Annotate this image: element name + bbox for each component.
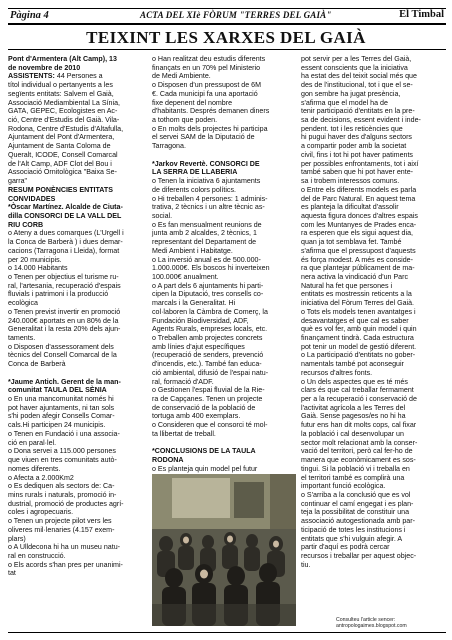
text-line: *CONCLUSIONS DE LA TAULA [152,447,256,456]
line-bold-lead: ASSISTENTS: [8,72,55,81]
text-line: Agents Rurals, empreses locals, etc. [152,325,268,334]
text-line: de diferents colors polítics. [152,185,236,194]
text-line: s'hi poden afegir Consells Comar- [8,412,115,421]
photo-caption [336,617,407,630]
text-line: col·laboren la Càmbra de Comerç, la [152,307,268,316]
text-line: o A part dels 6 ajuntaments hi parti- [152,281,264,290]
text-line: hi pugui haver des d'alguns sectors [301,133,412,142]
text-line: entitats es mostressin reticents a la [301,290,412,299]
text-line: desavantatges el que cal es saber [301,316,409,325]
text-line: a compartir poder amb la societat [301,142,407,151]
text-line: ecològica [8,299,38,308]
text-line: o Hi treballen 4 persones: 1 adminis- [152,194,268,203]
text-line: ció ambiental, difusió de l'espai natu- [152,368,269,377]
text-line: coles i agropecuaris. [8,508,74,517]
text-line: ha estat des del teixit social més que [301,72,417,81]
text-line: pot tenir un model de gestió diferent. [301,342,417,351]
text-line: 100.000€ anualment. [152,272,219,281]
text-line: o Disposen d'un pressupost de 6M [152,81,262,90]
brand-name: El Timbal [399,9,444,20]
text-line: o 14.000 Habitants [8,264,68,273]
text-line: comunitat TAULA DEL SÈNIA [8,386,107,395]
text-line: ticipació de totes les institucions i [301,525,406,534]
text-line: o Disposen d'assessorament dels [8,342,114,351]
text-line: cipen la Diputació, tres consells co- [152,290,264,299]
text-line: RESUM PONÈNCIES ENTITATS [8,185,113,194]
text-line: 240.000€ aportats en un 80% de la [8,316,119,325]
text-line: amb línies d'ajut específiques [152,342,245,351]
text-line: entitats que s'hi vulguin afegir. A [301,534,403,543]
text-line: civil, fins i tot hi pot haver patiments [301,150,413,159]
text-line: mins rurals i naturals, promoció in- [8,490,117,499]
text-line: pendent. tot i les reticències que [301,124,403,133]
text-line: a tothom que poden. [152,116,218,125]
caption-line-2: antropologaimes.blogspot.com [336,623,407,630]
text-line: cacions (Tarragona i Lleida), format [8,246,120,255]
text-line: és força modest. A més es conside- [301,255,413,264]
text-line: oliveres mil·lenaries (4.157 exem- [8,525,115,534]
meeting-photo-image [152,474,296,626]
text-line [152,151,294,160]
text-line: LA SERRA DE LLABERIA [152,168,238,177]
text-line: Pont d'Armentera (Alt Camp), 13 [8,55,117,63]
text-line: o La participació d'entitats no gober- [301,351,416,360]
text-line: del de Parc Natural. En aquest tema [301,194,416,203]
text-line: o Tenen en Fundació i una associa- [8,429,120,438]
text-line: o La inversió anual es de 500.000- [152,255,261,264]
text-line: futur ens han dit molts cops, cal fixar [301,421,417,430]
text-line: vació del territori, però cal fer-ho de [301,447,413,456]
text-line: nera activa la vindicació d'un Parc [301,272,409,281]
text-line: cals.Hi participen 24 municipis. [8,421,106,430]
text-line: o Treballen amb projectes concrets [152,334,263,342]
text-line: o Consideren que el consorci té mol- [152,421,268,430]
text-line: 1.000.000€. Els boscos hi inverteixen [152,264,270,273]
text-line: o Dona servei a 115.000 persones [8,447,116,456]
text-line: Generalitat i la resta 20% dels ajun- [8,325,121,334]
text-line: fixe depenent del nombre [152,98,233,107]
text-line: tiu. [301,560,311,569]
text-line: o S'arriba a la conclusió que es vol [301,490,411,499]
text-line: Associació Mediambiental La Sínia, [8,98,120,107]
text-line: Fundación Biodiversidad, ADF, [152,316,249,325]
text-line: ral, l'artesania, recuperació d'espais [8,281,121,290]
text-line: sector molt relacionat amb la conser- [301,438,418,447]
text-line: namentals també pot aconseguir [301,360,404,369]
text-line: quan ja tot semblava fet. També [301,238,402,247]
text-line: ció, Centre d'Estudis del Gaià. Vila- [8,116,120,125]
caption-line-1: Consulteu l'article sencer: [336,617,396,623]
text-line: marcals i la Generalitat. Hi [152,299,236,308]
text-line: ra esperen que els sigui aquest dia, [301,229,413,238]
text-line: partir d'aquí es podrà cercar [301,543,390,552]
text-line: títol individual o pertanyents a les [8,81,113,90]
text-line: ral, formació d'ADF. [152,377,214,386]
text-line: Medi Ambient i Habitatge. [152,246,233,255]
text-line: associació autogestionada amb par- [301,517,415,526]
text-line: pot servir per a les Terres del Gaià, [301,55,412,63]
text-line: o En molts dels projectes hi participa [152,124,268,133]
text-line: ra que plantejar públicament de ma- [301,264,415,273]
text-line: GATA, GEPEC, Ecologistes en Ac- [8,107,118,116]
text-line: Gaià. Sense pagesos/es no hi ha [301,412,406,421]
text-line: s'afirma que el pressupost d'aquests [301,246,416,255]
text-line: o Tenen un projecte pilot vers les [8,517,112,526]
text-line: ta llibertat de treball. [152,429,216,438]
text-line: ral en construcció. [8,551,66,560]
text-line: Tarragona. [152,142,186,151]
article-title: TEIXINT LES XARXES DEL GAIÀ [86,28,366,47]
text-line: representant del Departament de [152,238,257,247]
text-line: o Tots els models tenen avantatges i [301,307,416,316]
text-line: finançament tindrà. Cada estructura [301,334,414,342]
text-line: social. [152,211,173,220]
page-number: Pàgina 4 [10,10,49,21]
text-line: Natural ha fet que persones i [301,281,393,290]
text-line: tècnics del Consell Comarcal de la [8,351,117,360]
text-line: tat [8,569,16,578]
text-line: tortuga amb 400 exemplars. [152,412,241,421]
text-line: iniciativa del Fòrum Terres del Gaià. [301,299,415,308]
text-line: o Tenen previst invertir en promoció [8,307,121,316]
meeting-photo [152,474,296,626]
text-line: sa de decisions, essent evident i inde- [301,116,421,125]
publication-header: ACTA DEL XIè FÒRUM "TERRES DEL GAIÀ" [140,10,332,20]
header-top-rule [8,8,446,9]
text-line: o Han realitzat deu estudis diferents [152,55,266,63]
text-line: Associació Ornitològica "Baixa Se- [8,168,117,177]
text-line: o Gestionen l'espai fluvial de la Rie- [152,386,265,395]
title-rule [8,49,446,50]
text-line: que viuen en tres comunitats autò- [8,456,117,465]
text-line: dilla CONSORCI DE LA VALL DEL [8,211,122,220]
text-line: de l'Alt Camp, ADF Clot del Bou i [8,159,112,168]
text-line: taments. [8,334,36,342]
text-line [8,369,144,378]
text-line: s'afirma que el model ha de [301,98,388,107]
text-line: o Entre els diferents models es parla [301,185,417,194]
header-rule [8,23,446,25]
text-line: el servei SAM de la Diputació de [152,133,255,142]
text-line: tingui. Si la població vi i treballa en [301,464,410,473]
text-line: de novembre de 2010 [8,63,81,72]
text-line: o Es fan mensualment reunions de [152,220,262,229]
text-line: clars és que cal treballar fermament [301,386,414,395]
text-line [8,72,144,81]
text-line: RIU CORB [8,220,44,229]
text-line: aquesta figura donces d'altres espais [301,211,418,220]
line-rest: 44 Persones a [54,72,103,81]
text-line: tenir participació d'entitats en la pre- [301,107,415,116]
text-line: continuar el camí engegat i es plan- [301,499,414,508]
text-line: de conservació de la població de [152,403,256,412]
text-line: l'activitat agrícola a les Terres del [301,403,406,412]
text-line: o Es dediquen als sectors de: Ca- [8,482,115,491]
text-line: o A Ulldecona hi ha un museu natu- [8,543,120,552]
text-line: manera que econòmicament es sos- [301,456,416,465]
text-line: d'habitants. Després demanen diners [152,107,270,116]
text-line: Queralt, ICODE, Consell Comarcal [8,150,118,159]
text-line: de Medi Ambiente. [152,72,211,81]
text-line: la Conca de Barberà ) i dues demar- [8,238,123,247]
text-line: el territori també es complirà una [301,473,405,482]
text-line: recursos i treballar per aquest objec- [301,551,417,560]
text-line: o Els acords s'han pres per unanimi- [8,560,123,569]
text-line: nomes diferents. [8,464,61,473]
text-line: finançats en un 70% pel Ministerio [152,63,261,72]
text-line: per a la recuperació i conservació de [301,395,417,404]
text-line: per 20 municipis. [8,255,62,264]
text-line: o Afecta a 2.000Km2 [8,473,74,482]
text-line: *Òscar Martínez. Alcalde de Ciuta- [8,203,123,212]
text-line: d'incendis, etc.). També fan educa- [152,360,262,369]
text-line: segïents entitats: Salvem el Gaià, [8,89,114,98]
text-line: què es vol fer, amb quin model i quin [301,325,417,334]
text-line: ció en paral·lel. [8,438,57,447]
text-line: o Es planteja quin model pel futur [152,464,258,473]
text-line: sa i trobem interessos comuns. [301,177,400,186]
text-line: per possibles enfrontaments, tot i així [301,159,419,168]
text-line: o Tenen per objectius el turisme ru- [8,272,119,281]
text-line: Conca de Barberà [8,360,66,369]
text-line: com les Muntanyes de Prades enca- [301,220,417,229]
text-line: pot haver ajuntaments, ni tan sols [8,403,115,412]
text-line: Rodona, Centre d'Estudis d'Altafulla, [8,124,124,133]
text-line: (recuperació de senders, prevenció [152,351,264,360]
text-line: junta amb 2 alcaldes, 2 tècnics, 1 [152,229,257,238]
text-line: dustrial, promoció de productes agrí- [8,499,124,508]
text-line [152,439,294,448]
footer-rule [8,632,446,633]
text-line: garra" [8,177,28,186]
text-line: es planteja la dificultat d'assolir [301,203,399,212]
text-column-3 [301,55,448,569]
text-line: plars) [8,534,26,543]
text-line: Ajuntament del Pont d'Armentera, [8,133,115,142]
text-line: important funció ecològica. [301,482,386,491]
text-line: la població i cal desenvolupar un [301,429,404,438]
text-line: o Ateny a dues comarques (L'Urgell i [8,229,124,238]
text-line: €. Cada municipi fa una aportació [152,89,258,98]
text-line: des de l'institucional, tot i que el se- [301,81,413,90]
text-line: ra de Capçanes. Tenen un projecte [152,395,263,404]
text-line: RODONA [152,456,184,465]
text-line: *Jaume Antich. Gerent de la man- [8,377,121,386]
text-column-1 [8,55,144,578]
text-line: gon sembre ha jugat presència, [301,89,401,98]
text-line: CONVIDADES [8,194,56,203]
text-line: recursos d'altres fonts. [301,368,373,377]
text-line: *Jarkov Revertè. CONSORCI DE [152,159,260,168]
text-line: trativa, 2 tècnics i un altre tècnic as- [152,203,265,212]
text-line: o En una mancomunitat només hi [8,395,114,404]
text-line: teja la possibilitat de constituir una [301,508,410,517]
text-line: o Tenen la iniciativa 6 ajuntaments [152,177,261,186]
text-line: fluvials i patrimoni i la producció [8,290,109,299]
text-column-2 [152,55,294,474]
text-line: també saben que hi pot haver ente- [301,168,414,177]
text-line: Ajuntament de Santa Coloma de [8,142,111,151]
text-line: o Un dels aspectes que es té més [301,377,408,386]
text-line: essent conscients que la iniciativa [301,63,408,72]
